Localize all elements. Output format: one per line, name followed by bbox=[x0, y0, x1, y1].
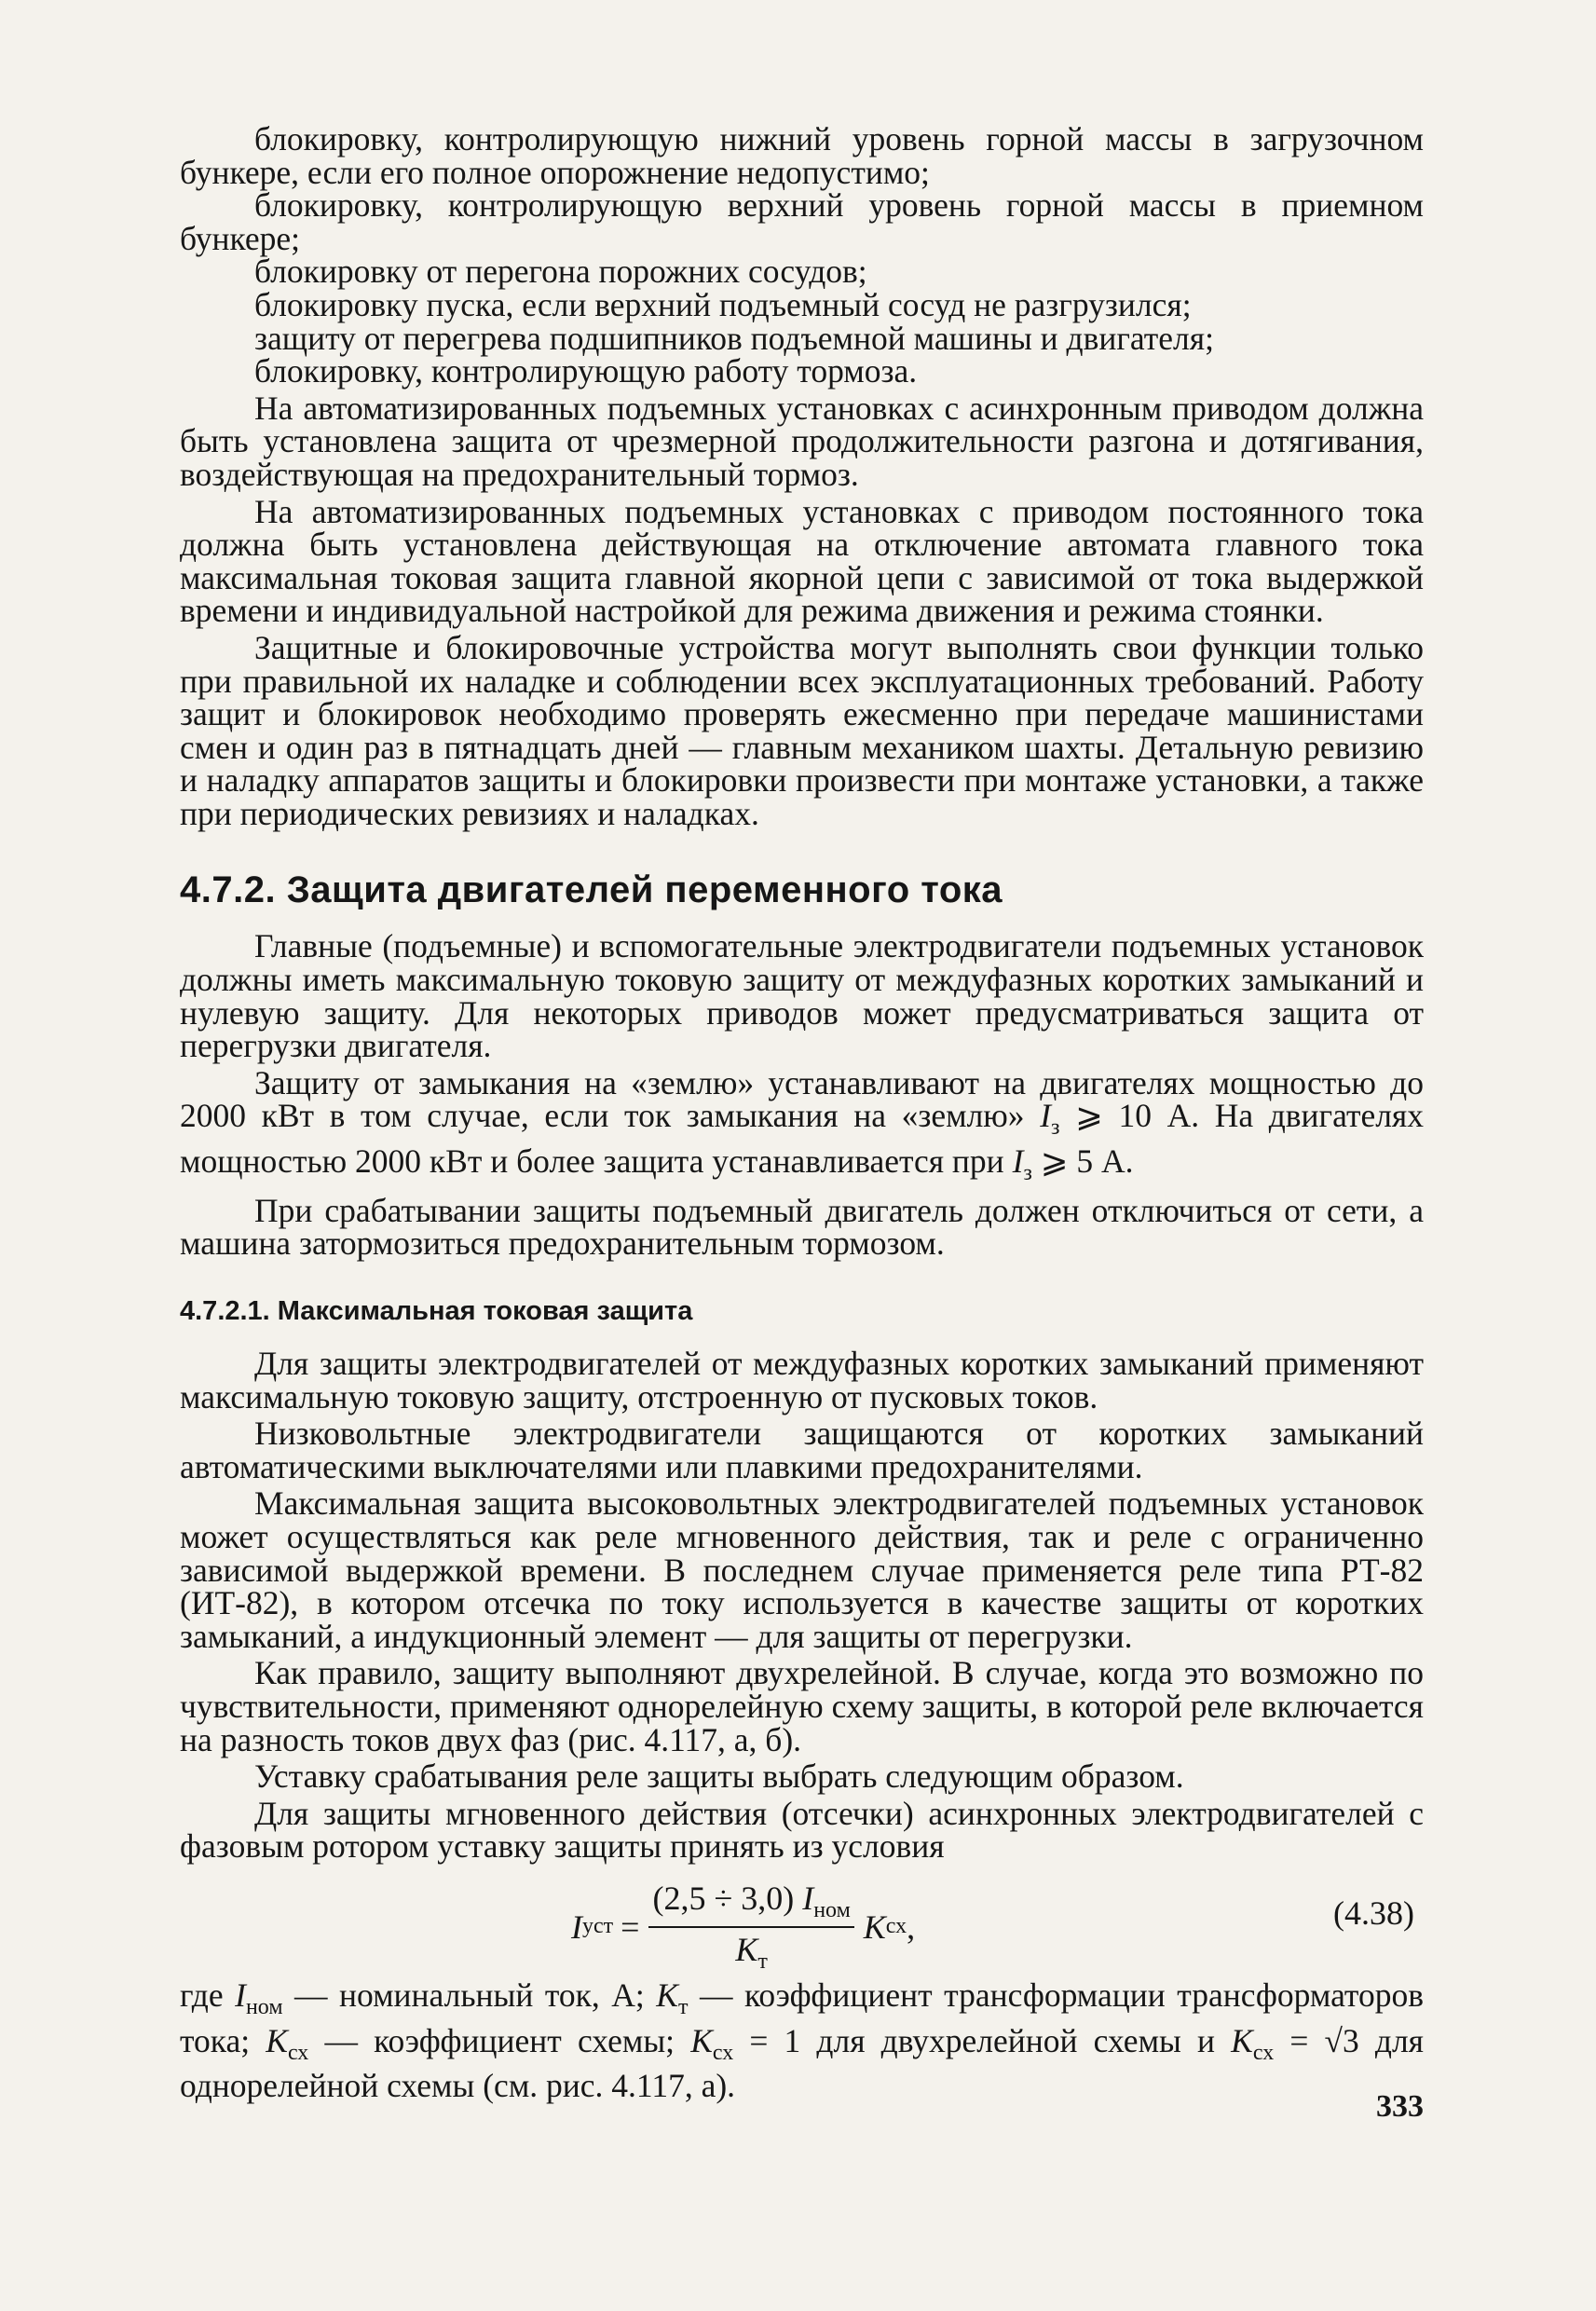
formula-lhs-sub: уст bbox=[582, 1914, 614, 1939]
subscript: з bbox=[1023, 1161, 1032, 1186]
paragraph: Низковольтные электродвигатели защищаются от коротких замыканий автоматическими выключателями или плавкими предохранителями. bbox=[180, 1415, 1424, 1485]
var-i: I bbox=[1012, 1142, 1024, 1181]
numerator-sub: ном bbox=[813, 1898, 851, 1923]
numerator-text: (2,5 ÷ 3,0) bbox=[652, 1879, 803, 1917]
paragraph: блокировку пуска, если верхний подъемный сосуд не разгрузился; bbox=[254, 285, 1192, 323]
paragraph: Для защиты мгновенного действия (отсечки) асинхронных электродвигателей с фазовым ротором уставку защиты принять из условия bbox=[180, 1794, 1424, 1866]
paragraph: блокировку, контролирующую работу тормоза. bbox=[254, 352, 918, 390]
text-run: где bbox=[180, 1976, 236, 2014]
denominator-sub: т bbox=[757, 1949, 768, 1975]
text-run: — коэффициент схемы; bbox=[308, 2021, 691, 2059]
subscript: сх bbox=[287, 2040, 309, 2065]
subscript: з bbox=[1051, 1115, 1060, 1141]
numerator-var: I bbox=[802, 1879, 814, 1917]
paragraph-ground-fault bbox=[180, 1063, 1425, 1191]
var-k: K bbox=[656, 1976, 678, 2014]
formula-lhs-var: I bbox=[571, 1908, 582, 1946]
paragraph: Защитные и блокировочные устройства могут выполнять свои функции только при правильной их наладке и соблюдении всех эксплуатационных требований. Работу защит и блокировок необходимо проверять ежесменно при передаче машинистами смен и один раз в пятнадцать дней — главным механиком шахты. Детальную ревизию и наладку аппаратов защиты и блокировки произвести при монтаже установки, а также при периодических ревизиях и наладках. bbox=[180, 628, 1424, 832]
denominator-var: K bbox=[735, 1931, 758, 1969]
var-k: K bbox=[690, 2021, 713, 2059]
formula-body bbox=[571, 1879, 915, 1975]
var-k: K bbox=[266, 2021, 288, 2059]
paragraph: Как правило, защиту выполняют двухрелейной. В случае, когда это возможно по чувствительности, применяют однорелейную схему защиты, в которой реле включается на разность токов двух фаз (рис. 4.117, а, б). bbox=[180, 1654, 1424, 1758]
section-heading: 4.7.2. Защита двигателей переменного тока bbox=[180, 869, 1003, 911]
subsection-heading: 4.7.2.1. Максимальная токовая защита bbox=[180, 1296, 693, 1326]
paragraph: При срабатывании защиты подъемный двигатель должен отключиться от сети, а машина затормозиться предохранительным тормозом. bbox=[180, 1191, 1424, 1263]
paragraph: блокировку, контролирующую верхний уровень горной массы в приемном бункере; bbox=[180, 186, 1424, 257]
formula-equals: = bbox=[621, 1908, 640, 1946]
paragraph: Максимальная защита высоковольтных электродвигателей подъемных установок может осуществляться как реле мгновенного действия, так и реле с ограниченно зависимой выдержкой времени. В последнем случае применяется реле типа РТ-82 (ИТ-82), в котором отсечка по току используется в качестве защиты от коротких замыканий, а индукционный элемент — для защиты от перегрузки. bbox=[180, 1484, 1424, 1655]
formula-denominator bbox=[735, 1928, 768, 1975]
subscript: сх bbox=[1252, 2040, 1275, 2065]
subscript: т bbox=[677, 1995, 689, 2019]
subscript: ном bbox=[245, 1995, 283, 2019]
paragraph: Для защиты электродвигателей от междуфазных коротких замыканий применяют максимальную токовую защиту, отстроенную от пусковых токов. bbox=[180, 1345, 1424, 1415]
page-body bbox=[180, 120, 1425, 2105]
var-k: K bbox=[1231, 2021, 1253, 2059]
paragraph: Уставку срабатывания реле защиты выбрать следующим образом. bbox=[254, 1757, 1184, 1796]
subscript: сх bbox=[712, 2040, 734, 2065]
formula-rhs-var: K bbox=[863, 1908, 886, 1946]
equation-number: (4.38) bbox=[1333, 1894, 1414, 1932]
var-i: I bbox=[235, 1976, 246, 2014]
page-number: 333 bbox=[1376, 2089, 1424, 2124]
formula-numerator bbox=[648, 1879, 853, 1928]
formula-fraction bbox=[648, 1879, 853, 1975]
paragraph: блокировку, контролирующую нижний уровень горной массы в загрузочном бункере, если его полное опорожнение недопустимо; bbox=[180, 120, 1424, 191]
text-run: ⩾ 5 А. bbox=[1031, 1142, 1134, 1181]
paragraph: Главные (подъемные) и вспомогательные электродвигатели подъемных установок должны иметь максимальную токовую защиту от междуфазных коротких замыканий и нулевую защиту. Для некоторых приводов может предусматриваться защита от перегрузки двигателя. bbox=[180, 927, 1424, 1065]
paragraph: защиту от перегрева подшипников подъемной машины и двигателя; bbox=[254, 319, 1214, 357]
text-run: Защиту от замыкания на «землю» устанавливают на двигателях мощностью до 2000 кВт в том случае, если ток замыкания на «землю» bbox=[180, 1063, 1424, 1135]
text-run: — коэффициент трансформации трансформаторов тока; bbox=[180, 1976, 1424, 2059]
text-run: = √3 для однорелейной схемы (см. рис. 4.117, а). bbox=[180, 2021, 1424, 2105]
text-run: — номинальный ток, А; bbox=[282, 1976, 657, 2014]
paragraph: На автоматизированных подъемных установках с асинхронным приводом должна быть установлена защита от чрезмерной продолжительности разгона и дотягивания, воздействующая на предохранительный тормоз. bbox=[180, 389, 1424, 493]
formula-comma: , bbox=[907, 1908, 916, 1946]
var-i: I bbox=[1040, 1097, 1052, 1135]
paragraph: блокировку от перегона порожних сосудов; bbox=[254, 253, 867, 291]
formula-rhs-sub: сх bbox=[885, 1914, 907, 1939]
formula-4-38 bbox=[180, 1873, 1424, 1975]
paragraph-formula-legend bbox=[180, 1976, 1424, 2105]
paragraph: На автоматизированных подъемных установках с приводом постоянного тока должна быть установлена действующая на отключение автомата главного тока максимальная токовая защита главной якорной цепи с зависимой от тока выдержкой времени и индивидуальной настройкой для режима движения и режима стоянки. bbox=[180, 492, 1424, 630]
text-run: = 1 для двухрелейной схемы и bbox=[733, 2021, 1232, 2059]
text-run: ⩾ 10 А. На двигателях мощностью 2000 кВт и более защита устанавливается при bbox=[180, 1097, 1425, 1181]
